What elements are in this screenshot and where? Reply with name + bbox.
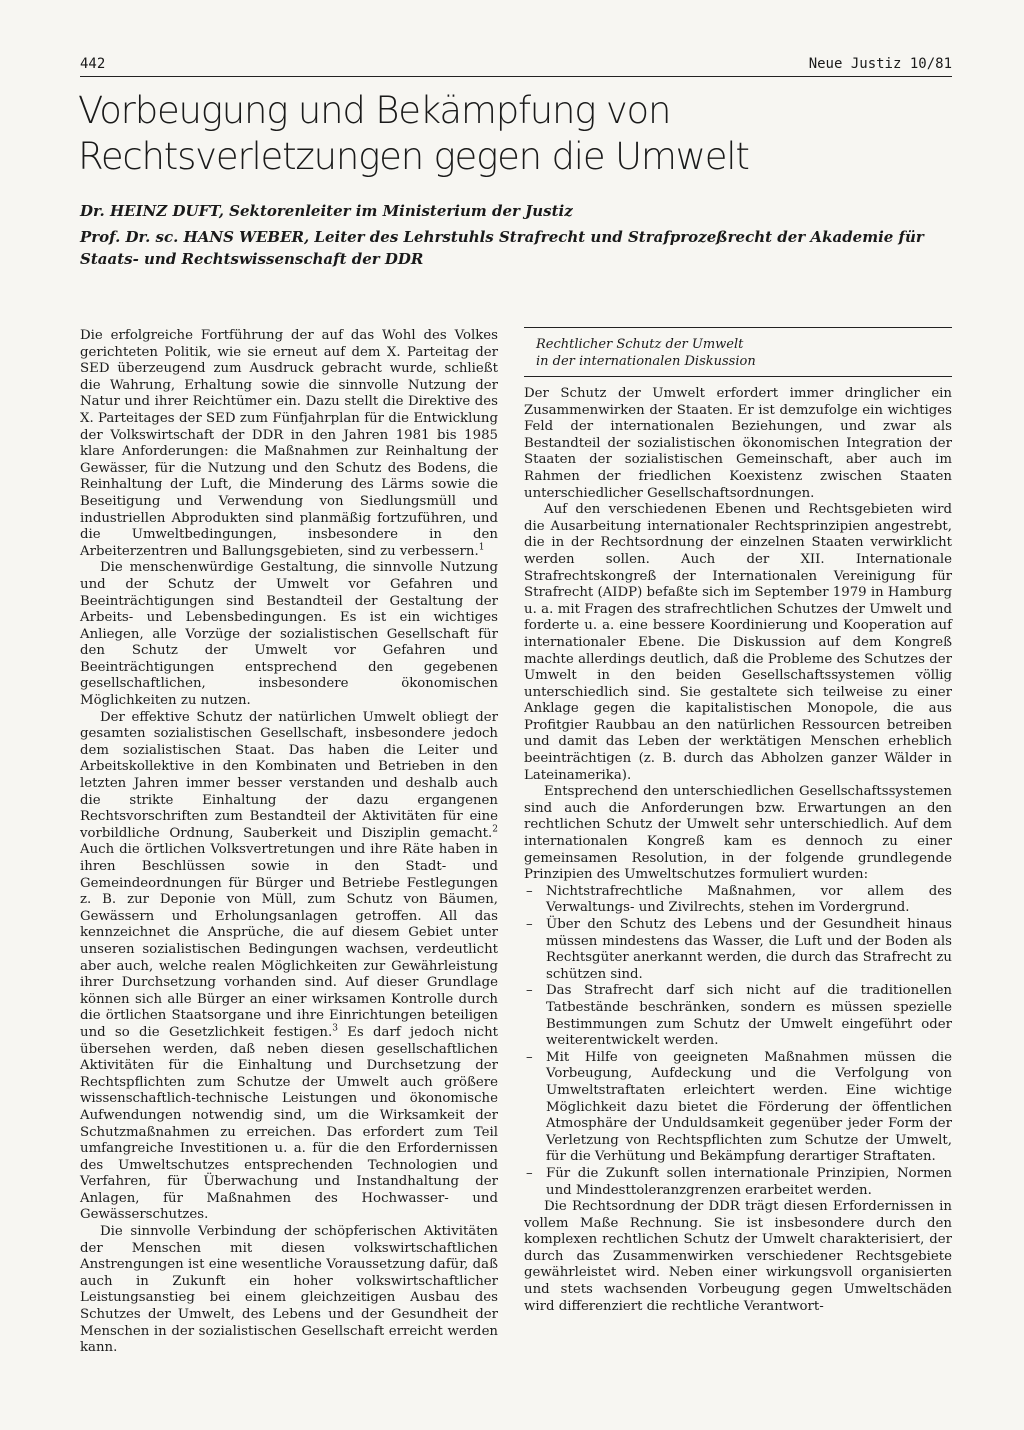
list-item — [524, 1050, 952, 1166]
paragraph: Die Rechtsordnung der DDR trägt diesen Erfordernissen in vollem Maße Rechnung. Sie ist insbesondere durch den komplexen rechtlichen Schutz der Umwelt charakterisiert, der durch das Zusammenwirken verschiedener Rechtsgebiete gewährleistet wird. Neben einer wirkungsvoll organisierten und stets wachsenden Vorbeugung gegen Umweltschäden wird differenziert die rechtliche Verantwort- — [524, 1199, 952, 1314]
footnote-ref: 3 — [332, 1023, 338, 1034]
bullet-dash: – — [526, 983, 533, 999]
paragraph: Die sinnvolle Verbindung der schöpferischen Aktivitäten der Menschen mit diesen volkswirtschaftlichen Anstrengungen ist eine wesentliche Voraussetzung dafür, daß auch in Zukunft ein hoher volkswirtschaftlicher Leistungsanstieg bei einem gleichzeitigen Ausbau des Schutzes der Umwelt, des Lebens und der Gesundheit der Menschen in der sozialistischen Gesellschaft erreicht werden kann. — [80, 1224, 498, 1356]
page-number: 442 — [80, 56, 106, 72]
list-item-text: Das Strafrecht darf sich nicht auf die traditionellen Tatbestände beschränken, sondern es müssen spezielle Bestimmungen zum Schutz der Umwelt eingeführt oder weiterentwickelt werden. — [546, 983, 952, 1049]
section-heading-line: in der internationalen Diskussion — [536, 354, 756, 369]
list-item — [524, 917, 952, 983]
list-item-text: Für die Zukunft sollen internationale Prinzipien, Normen und Mindesttoleranzgrenzen erarbeitet werden. — [546, 1165, 952, 1198]
bullet-dash: – — [526, 917, 533, 932]
list-item — [524, 884, 952, 917]
footnote-ref: 2 — [492, 824, 498, 835]
left-column — [80, 328, 498, 1357]
list-item-text: Über den Schutz des Lebens und der Gesundheit hinaus müssen mindestens das Wasser, die Luft und der Boden als Rechtsgüter anerkannt werden, die durch das Strafrecht zu schützen sind. — [546, 917, 952, 982]
list-item-text: Mit Hilfe von geeigneten Maßnahmen müssen die Vorbeugung, Aufdeckung und die Verfolgung von Umweltstraftaten erleichtert werden. Eine wichtige Möglichkeit dazu bietet die Förderung der öffentlichen Atmosphäre der Unduldsamkeit gegenüber jeder Form der Verletzung von Rechtspflichten zum Schutze der Umwelt, für die Verhütung und Bekämpfung derartiger Straftaten. — [546, 1049, 952, 1165]
principles-list — [524, 884, 952, 1199]
list-item — [524, 1166, 952, 1199]
journal-issue: Neue Justiz 10/81 — [808, 56, 952, 72]
paragraph — [80, 710, 498, 1224]
author-block — [80, 200, 950, 274]
paragraph: Auf den verschiedenen Ebenen und Rechtsgebieten wird die Ausarbeitung internationaler Rechtsprinzipien angestrebt, die in der Rechtsordnung der einzelnen Staaten verwirklicht werden sollen. Auch der XII. Internationale Strafrechtskongreß der Internationalen Vereinigung für Strafrecht (AIDP) befaßte sich im September 1979 in Hamburg u. a. mit Fragen des strafrechtlichen Schutzes der Umwelt und forderte u. a. eine bessere Koordinierung und Kooperation auf internationaler Ebene. Die Diskussion auf dem Kongreß machte allerdings deutlich, daß die Probleme des Schutzes der Umwelt in den beiden Gesellschaftssystemen völlig unterschiedlich sind. Sie gestaltete sich teilweise zu einer Anklage gegen die kapitalistischen Monopole, die aus Profitgier Raubbau an den natürlichen Ressourcen betreiben und damit das Leben der werktätigen Menschen erheblich beeinträchtigen (z. B. durch das Abholzen ganzer Wälder in Lateinamerika). — [524, 502, 952, 783]
paragraph: Die menschenwürdige Gestaltung, die sinnvolle Nutzung und der Schutz der Umwelt vor Gefahren und Beeinträchtigungen sind Bestandteil der Gestaltung der Arbeits- und Lebensbedingungen. Es ist ein wichtiges Anliegen, alle Vorzüge der sozialistischen Gesellschaft für den Schutz der Umwelt vor Gefahren und Beeinträchtigungen entsprechend den gegebenen gesellschaftlichen, insbesondere ökonomischen Möglichkeiten zu nutzen. — [80, 560, 498, 709]
bullet-dash: – — [526, 1165, 533, 1181]
paragraph: Der Schutz der Umwelt erfordert immer dringlicher ein Zusammenwirken der Staaten. Er ist demzufolge ein wichtiges Feld der internationalen Beziehungen, und zwar als Bestandteil der sozialistischen ökonomischen Integration der Staaten der sozialistischen Gemeinschaft, aber auch im Rahmen der friedlichen Koexistenz zwischen Staaten unterschiedlicher Gesellschaftsordnungen. — [524, 386, 952, 501]
author-duft: Dr. HEINZ DUFT, Sektorenleiter im Ministerium der Justiz — [80, 202, 573, 220]
running-header — [80, 54, 952, 77]
list-item-text: Nichtstrafrechtliche Maßnahmen, vor allem des Verwaltungs- und Zivilrechts, stehen im Vordergrund. — [546, 883, 952, 916]
paragraph-text: Die erfolgreiche Fortführung der auf das Wohl des Volkes gerichteten Politik, wie sie erneut auf dem X. Parteitag der SED überzeugend zum Ausdruck gebracht wurde, schließt die Wahrung, Erhaltung sowie die sinnvolle Nutzung der Natur und ihrer Reichtümer ein. Dazu stellt die Direktive des X. Parteitages der SED zum Fünfjahrplan für die Entwicklung der Volkswirtschaft der DDR in den Jahren 1981 bis 1985 klare Anforderungen: die Maßnahmen zur Reinhaltung der Gewässer, für die Nutzung und den Schutz des Bodens, die Reinhaltung der Luft, die Minderung des Lärms sowie die Beseitigung und Verwendung von Siedlungsmüll und industriellen Abprodukten sind planmäßig fortzuführen, und die Umweltbedingungen, insbesondere in den Arbeiterzentren und Ballungsgebieten, sind zu verbessern. — [80, 328, 498, 559]
footnote-ref: 1 — [478, 542, 485, 553]
section-heading-line: Rechtlicher Schutz der Umwelt — [536, 337, 744, 352]
article-title: Vorbeugung und Bekämpfung von Rechtsverletzungen gegen die Umwelt — [78, 89, 749, 178]
author-weber: Prof. Dr. sc. HANS WEBER, Leiter des Lehrstuhls Strafrecht und Strafprozeßrecht der Akademie für Staats- und Rechtswissenschaft der DDR — [80, 228, 924, 268]
paragraph-text: Auch die örtlichen Volksvertretungen und ihre Räte haben in ihren Beschlüssen sowie in den Stadt- und Gemeindeordnungen für Bürger und Betriebe Festlegungen z. B. zur Deponie von Müll, zum Schutz von Bäumen, Gewässern und Erholungsanlagen getroffen. All das kennzeichnet die Ansprüche, die auf diesem Gebiet unter unseren sozialistischen Bedingungen wachsen, verdeutlicht aber auch, welche realen Möglichkeiten zur Gewährleistung ihrer Durchsetzung vorhanden sind. Auf dieser Grundlage können sich alle Bürger an einer wirksamen Kontrolle durch die örtlichen Staatsorgane und ihre Einrichtungen beteiligen und so die Gesetzlichkeit festigen. — [80, 842, 498, 1040]
section-heading — [524, 327, 952, 377]
bullet-dash: – — [526, 883, 533, 899]
right-column — [524, 327, 952, 1315]
paragraph-text: Der effektive Schutz der natürlichen Umwelt obliegt der gesamten sozialistischen Gesellschaft, insbesondere jedoch dem sozialistischen Staat. Das haben die Leiter und Arbeitskollektive in den Kombinaten und Betrieben in den letzten Jahren immer besser verstanden und deshalb auch die strikte Einhaltung der dazu ergangenen Rechtsvorschriften zum Bestandteil der Aktivitäten für eine vorbildliche Ordnung, Sauberkeit und Disziplin gemacht. — [80, 709, 498, 841]
paragraph — [80, 328, 498, 560]
list-item — [524, 983, 952, 1049]
paragraph-text: Es darf jedoch nicht übersehen werden, daß neben diesen gesellschaftlichen Aktivitäten für die Einhaltung und Durchsetzung der Rechtspflichten zum Schutze der Umwelt auch größere wissenschaftlich-technische Leistungen und ökonomische Aufwendungen notwendig sind, um die Wirksamkeit der Schutzmaßnahmen zu erreichen. Das erfordert zum Teil umfangreiche Investitionen u. a. für die den Erfordernissen des Umweltschutzes entsprechenden Technologien und Verfahren, für Überwachung und Instandhaltung der Anlagen, für Maßnahmen des Hochwasser- und Gewässerschutzes. — [80, 1024, 498, 1223]
paragraph: Entsprechend den unterschiedlichen Gesellschaftssystemen sind auch die Anforderungen bzw. Erwartungen an den rechtlichen Schutz der Umwelt sehr unterschiedlich. Auf dem internationalen Kongreß kam es dennoch zu einer gemeinsamen Resolution, in der folgende grundlegende Prinzipien des Umweltschutzes formuliert wurden: — [524, 784, 952, 883]
bullet-dash: – — [526, 1049, 533, 1065]
